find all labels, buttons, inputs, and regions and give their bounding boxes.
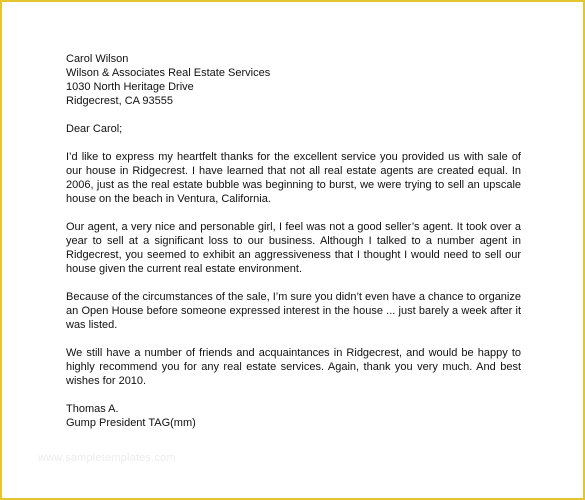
paragraph: We still have a number of friends and acquaintances in Ridgecrest, and would be happy to highly recommend you for any real estate services. Again, thank you very much. And best wishes for 2010. — [66, 347, 521, 387]
sender-address — [66, 52, 521, 108]
sender-company: Wilson & Associates Real Estate Services — [66, 67, 271, 79]
signature-title: Gump President TAG(mm) — [66, 417, 196, 429]
paragraph: Because of the circumstances of the sale, I’m sure you didn’t even have a chance to organize an Open House before someone expressed interest in the house ... just barely a week after it was listed. — [66, 291, 521, 331]
sender-city: Ridgecrest, CA 93555 — [66, 95, 174, 107]
paragraph: I’d like to express my heartfelt thanks for the excellent service you provided us with sale of our house in Ridgecrest. I have learned that not all real estate agents are created equal. In 2006, just as the real estate bubble was beginning to burst, we were trying to sell an upscale house on the beach in Ventura, California. — [66, 151, 521, 205]
sender-street: 1030 North Heritage Drive — [66, 81, 194, 93]
sender-name: Carol Wilson — [66, 53, 129, 65]
letter-body — [66, 52, 521, 430]
signature-block — [66, 402, 521, 430]
signature-name: Thomas A. — [66, 403, 119, 415]
paragraph: Our agent, a very nice and personable girl, I feel was not a good seller’s agent. It took over a year to sell at a significant loss to our business. Although I talked to a number agent in Ridgecrest, you seemed to exhibit an aggressiveness that I thought I would need to sell our house given the current real estate environment. — [66, 221, 521, 275]
watermark: www.sampletemplates.com — [38, 452, 176, 464]
salutation: Dear Carol; — [66, 123, 123, 135]
